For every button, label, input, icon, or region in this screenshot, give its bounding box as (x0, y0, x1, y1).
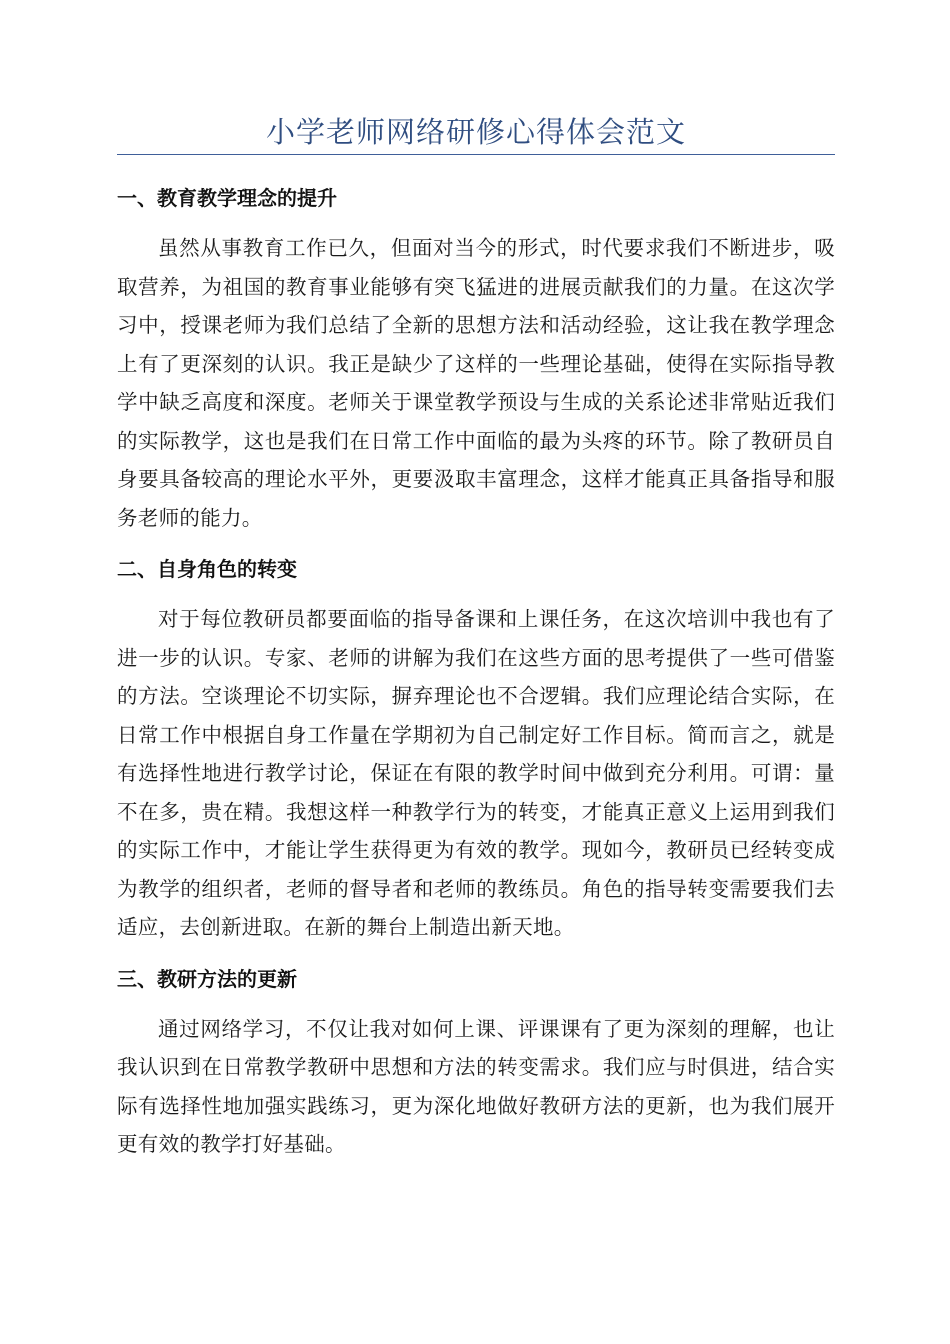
document-title: 小学老师网络研修心得体会范文 (117, 112, 835, 155)
section-body-1: 虽然从事教育工作已久，但面对当今的形式，时代要求我们不断进步，吸取营养，为祖国的教育事业能够有突飞猛进的进展贡献我们的力量。在这次学习中，授课老师为我们总结了全新的思想方法和活动经验，这让我在教学理念上有了更深刻的认识。我正是缺少了这样的一些理论基础，使得在实际指导教学中缺乏高度和深度。老师关于课堂教学预设与生成的关系论述非常贴近我们的实际教学，这也是我们在日常工作中面临的最为头疼的环节。除了教研员自身要具备较高的理论水平外，更要汲取丰富理念，这样才能真正具备指导和服务老师的能力。 (117, 236, 835, 530)
section-heading-2: 二、自身角色的转变 (117, 557, 297, 581)
section-body-3: 通过网络学习，不仅让我对如何上课、评课课有了更为深刻的理解，也让我认识到在日常教学教研中思想和方法的转变需求。我们应与时俱进，结合实际有选择性地加强实践练习，更为深化地做好教研方法的更新，也为我们展开更有效的教学打好基础。 (117, 1016, 835, 1156)
section-heading-1: 一、教育教学理念的提升 (117, 186, 337, 210)
section-heading-3: 三、教研方法的更新 (117, 966, 297, 991)
document-page (117, 112, 835, 1164)
section-body-2: 对于每位教研员都要面临的指导备课和上课任务，在这次培训中我也有了进一步的认识。专家、老师的讲解为我们在这些方面的思考提供了一些可借鉴的方法。空谈理论不切实际，摒弃理论也不合逻辑。我们应理论结合实际，在日常工作中根据自身工作量在学期初为自己制定好工作目标。简而言之，就是有选择性地进行教学讨论，保证在有限的教学时间中做到充分利用。可谓：量不在多，贵在精。我想这样一种教学行为的转变，才能真正意义上运用到我们的实际工作中，才能让学生获得更为有效的教学。现如今，教研员已经转变成为教学的组织者，老师的督导者和老师的教练员。角色的指导转变需要我们去适应，去创新进取。在新的舞台上制造出新天地。 (117, 607, 835, 939)
